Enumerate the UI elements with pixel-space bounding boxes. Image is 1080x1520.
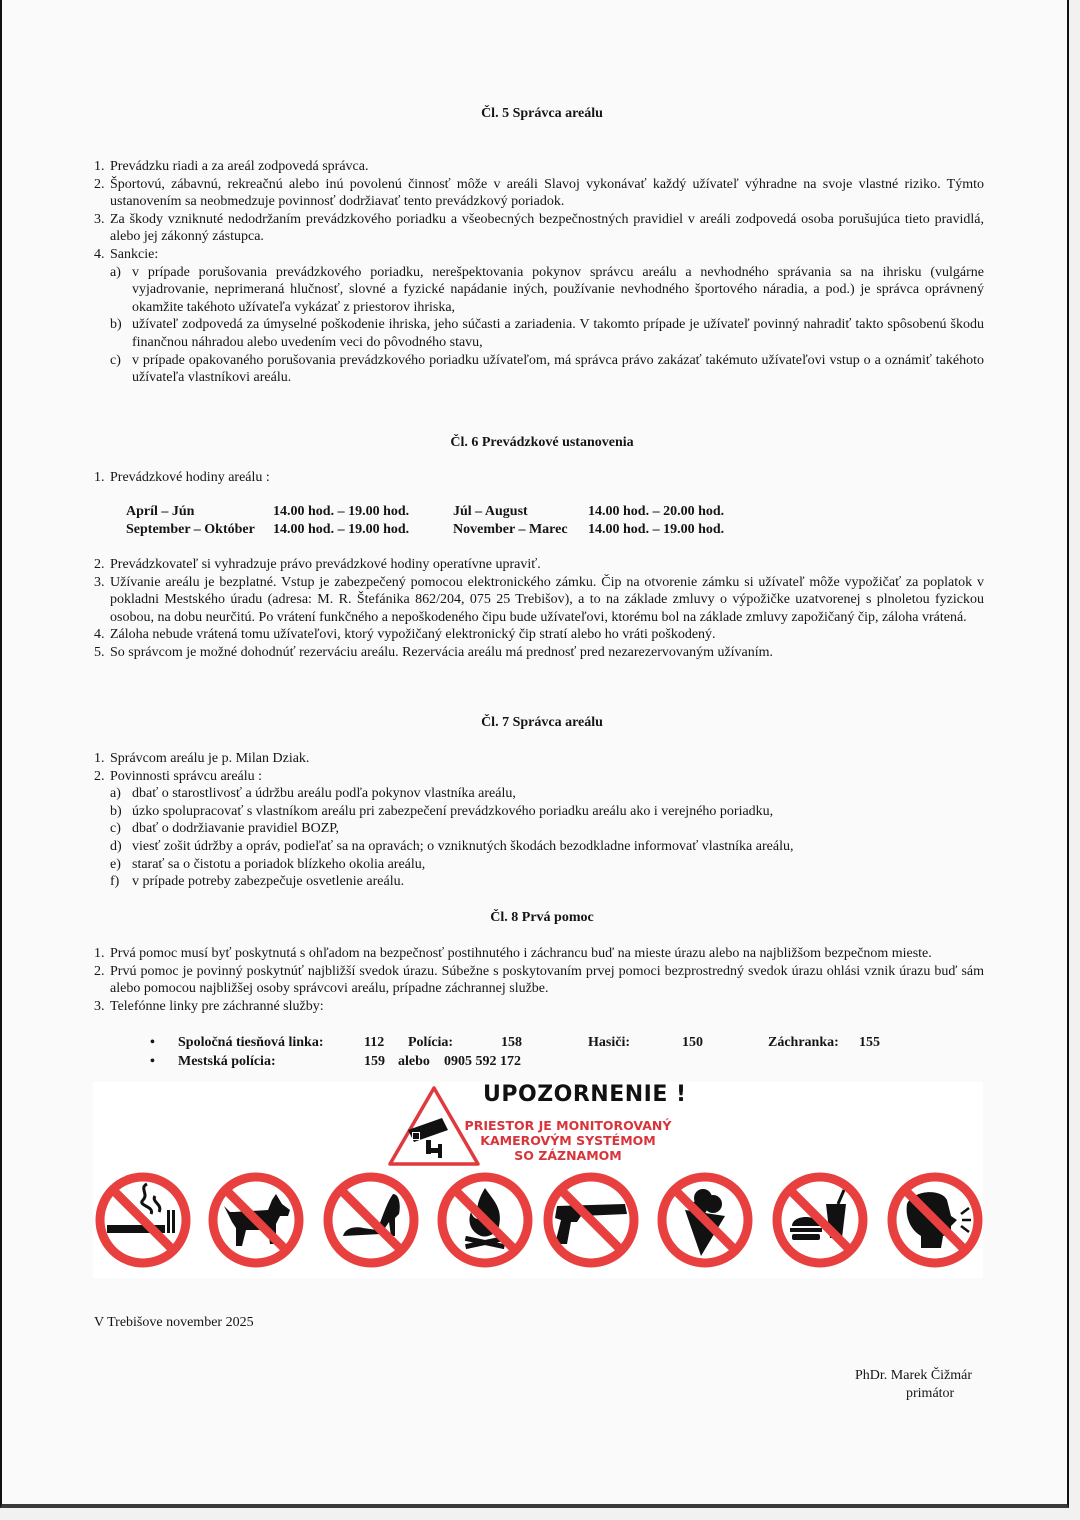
bullet: •	[150, 1054, 155, 1069]
list-item: 1. Prevádzkové hodiny areálu :	[94, 470, 270, 485]
phone-number: 158	[501, 1035, 522, 1050]
list-item: 4. Záloha nebude vrátená tomu užívateľovi, ktorý vypožičaný elektronický čip stratí alebo ho vráti poškodený.	[94, 627, 716, 643]
notice-text: PRIESTOR JE MONITOROVANÝ KAMEROVÝM SYSTÉMOM SO ZÁZNAMOM	[464, 1118, 672, 1163]
no-smoking-icon	[93, 1170, 193, 1270]
section-cl8-body	[94, 945, 984, 1015]
phone-number: 0905 592 172	[444, 1054, 521, 1069]
list-item: 2. Prvú pomoc je povinný poskytnúť najbližší svedok úrazu. Súbežne s poskytovaním prvej pomoci bezprostredný svedok úrazu ohlási vznik úrazu buď sám alebo pomocou najbližšej osoby správcovi areálu, prípadne záchrannej službe.	[94, 963, 984, 997]
no-dogs-icon	[206, 1170, 306, 1270]
sanction-item: a) v prípade porušovania prevádzkového poriadku, nerešpektovania pokynov správcu areálu a nevhodného správania sa na ihrisku (vulgárne vyjadrovanie, neprimeraná hlučnosť, slovné a fyzické napádanie iných, používanie nevhodného športového náradia, a pod.) je správca oprávnený okamžite takéhoto užívateľa vykázať z priestorov ihriska,	[110, 264, 984, 315]
duty-item: b) úzko spolupracovať s vlastníkom areálu pri zabezpečení prevádzkového poriadku areálu ako i verejného poriadku,	[110, 803, 774, 819]
hours-time: 14.00 hod. – 19.00 hod.	[588, 522, 725, 537]
list-item: 4. Sankcie:	[94, 246, 159, 262]
hours-period: Apríl – Jún	[126, 504, 195, 519]
section-heading-cl7: Čl. 7 Správca areálu	[481, 715, 603, 730]
no-ice-cream-icon	[655, 1170, 755, 1270]
opening-hours-table	[126, 503, 766, 539]
bullet: •	[150, 1035, 155, 1050]
hours-time: 14.00 hod. – 19.00 hod.	[273, 522, 410, 537]
section-heading-cl5: Čl. 5 Správca areálu	[481, 106, 603, 121]
list-item: 3. Za škody vzniknuté nedodržaním prevádzkového poriadku a všeobecných bezpečnostných pravidiel v areáli zodpovedá osoba porušujúca tieto pravidlá, alebo jej zákonný zástupca.	[94, 211, 984, 245]
section-cl5-body	[94, 158, 984, 387]
hours-row	[126, 503, 766, 521]
duty-item: f) v prípade potreby zabezpečuje osvetlenie areálu.	[110, 874, 405, 890]
phone-label: Hasiči:	[588, 1035, 630, 1050]
no-high-heels-icon	[321, 1170, 421, 1270]
signatory-name: PhDr. Marek Čižmár	[855, 1368, 973, 1383]
list-item: 2. Povinnosti správcu areálu :	[94, 768, 263, 784]
hours-period: November – Marec	[453, 522, 568, 537]
list-item: 1. Prvá pomoc musí byť poskytnutá s ohľadom na bezpečnosť postihnutého i záchrancu buď na mieste úrazu alebo na najbližšom bezpečnom mieste.	[94, 946, 932, 961]
list-item: 2. Prevádzkovateľ si vyhradzuje právo prevádzkové hodiny operatívne upraviť.	[94, 557, 541, 572]
phone-row	[150, 1033, 910, 1052]
emergency-phone-list	[150, 1033, 910, 1071]
no-weapons-icon	[541, 1170, 641, 1270]
duty-item: e) starať sa o čistotu a poriadok blízkeho okolia areálu,	[110, 856, 426, 872]
phone-number: 112	[364, 1035, 385, 1050]
signatory-title: primátor	[906, 1386, 955, 1401]
list-item: 3. Užívanie areálu je bezplatné. Vstup je zabezpečený pomocou elektronického zámku. Čip na otvorenie zámku si užívateľ môže vypožičať za poplatok v pokladni Mestského úradu (adresa: M. R. Štefánika 862/204, 075 25 Trebišov), a to na základe zmluvy o výpožičke uzatvorenej s plnoletou fyzickou osobou, na dobu neurčitú. Po vrátení funkčného a nepoškodeného čipu bude užívateľovi, ktorému bol na základe zmluvy zapožičaný čip, záloha vrátená.	[94, 574, 984, 625]
prohibition-signs-image	[93, 1082, 983, 1278]
hours-row	[126, 521, 766, 539]
hours-time: 14.00 hod. – 20.00 hod.	[588, 504, 725, 519]
phone-label: Záchranka:	[768, 1035, 839, 1050]
section-heading-cl8: Čl. 8 Prvá pomoc	[490, 910, 594, 925]
phone-label: Mestská polícia:	[178, 1054, 276, 1069]
list-item: 3. Telefónne linky pre záchranné služby:	[94, 998, 324, 1014]
phone-row	[150, 1052, 910, 1071]
place-and-date: V Trebišove november 2025	[94, 1315, 254, 1330]
hours-period: September – Október	[126, 522, 255, 537]
duty-item: c) dbať o dodržiavanie pravidiel BOZP,	[110, 821, 339, 837]
phone-number: 159	[364, 1054, 385, 1069]
list-item: 1. Správcom areálu je p. Milan Dziak.	[94, 751, 310, 766]
hours-period: Júl – August	[453, 504, 528, 519]
list-item: 1. Prevádzku riadi a za areál zodpovedá správca.	[94, 159, 369, 174]
phone-label: Spoločná tiesňová linka:	[178, 1035, 324, 1050]
hours-time: 14.00 hod. – 19.00 hod.	[273, 504, 410, 519]
no-shouting-icon	[885, 1170, 985, 1270]
section-cl6-body	[94, 556, 984, 662]
section-heading-cl6: Čl. 6 Prevádzkové ustanovenia	[450, 435, 634, 450]
duty-item: a) dbať o starostlivosť a údržbu areálu podľa pokynov vlastníka areálu,	[110, 786, 516, 802]
sanction-item: b) užívateľ zodpovedá za úmyselné poškodenie ihriska, jeho súčasti a zariadenia. V takomto prípade je užívateľ povinný nahradiť takto spôsobenú škodu finančnou náhradou alebo uvedením veci do pôvodného stavu,	[110, 317, 984, 350]
no-food-drinks-icon	[770, 1170, 870, 1270]
sanction-item: c) v prípade opakovaného porušovania prevádzkového poriadku užívateľom, má správca právo zakázať takémuto užívateľovi vstup o a oznámiť takéhoto užívateľa vlastníkovi areálu.	[110, 352, 984, 386]
phone-number: 155	[859, 1035, 880, 1050]
phone-or: alebo	[398, 1054, 430, 1069]
list-item: 5. So správcom je možné dohodnúť rezerváciu areálu. Rezervácia areálu má prednosť pred nezarezervovaným užívaním.	[94, 644, 774, 660]
phone-label: Polícia:	[408, 1035, 454, 1050]
list-item: 2. Športovú, zábavnú, rekreačnú alebo inú povolenú činnosť môže v areáli Slavoj vykonávať každý užívateľ výhradne na svoje vlastné riziko. Týmto ustanovením sa neobmedzuje povinnosť dodržiavať tento prevádzkový poriadok.	[94, 176, 984, 210]
section-cl7-body	[94, 750, 984, 891]
section-cl6-intro	[94, 469, 984, 487]
notice-title: UPOZORNENIE !	[483, 1082, 687, 1107]
no-fire-icon	[435, 1170, 535, 1270]
phone-number: 150	[682, 1035, 703, 1050]
duty-item: d) viesť zošit údržby a opráv, podieľať sa na opravách; o vzniknutých škodách bezodkladne informovať vlastníka areálu,	[110, 838, 794, 854]
